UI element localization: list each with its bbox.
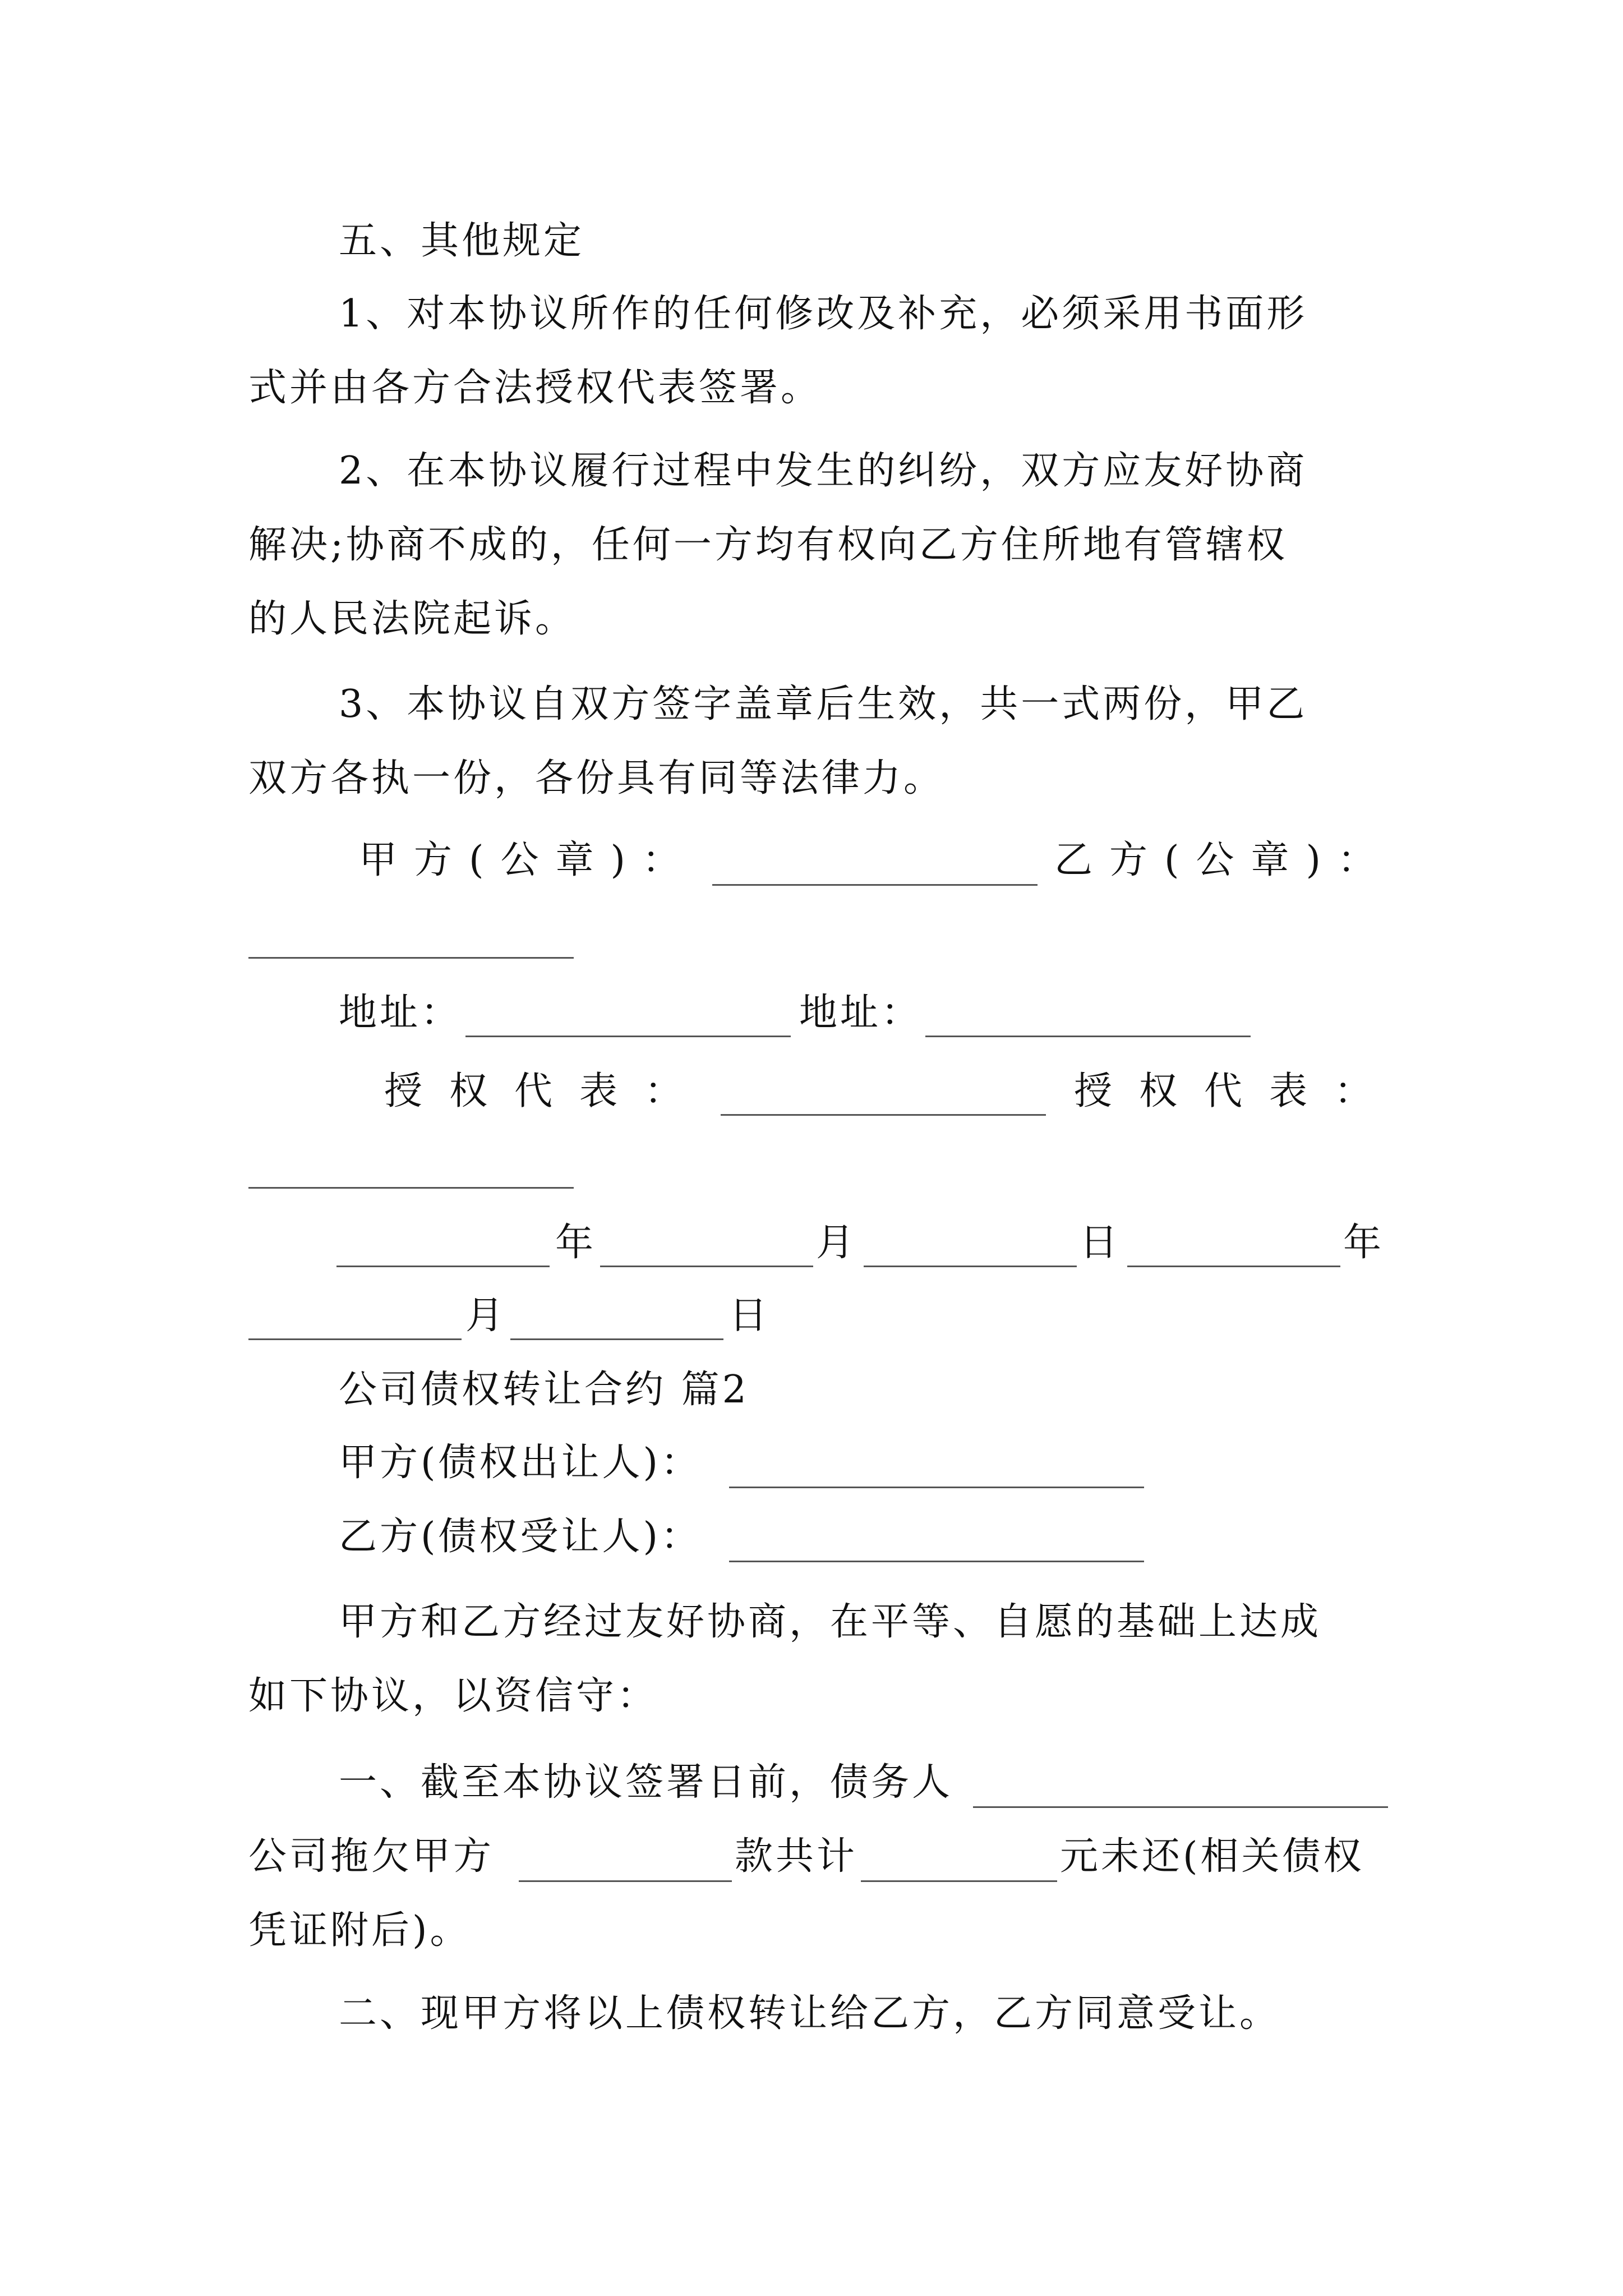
date-b-month-label: 月 — [465, 1294, 507, 1338]
rep-a-blank — [721, 1083, 1046, 1116]
section-heading: 五、其他规定 — [339, 219, 585, 263]
date-b-year-blank — [1127, 1234, 1340, 1267]
article-1-line-2c: 元未还(相关债权 — [1060, 1834, 1364, 1879]
article-1-line-2b: 款共计 — [735, 1834, 858, 1879]
rep-b-label: 授权代表： — [1074, 1069, 1400, 1114]
contract-2-title: 公司债权转让合约 篇2 — [339, 1368, 749, 1412]
date-a-day-blank — [864, 1234, 1077, 1267]
date-b-year-label: 年 — [1343, 1221, 1385, 1265]
date-a-month-label: 月 — [816, 1221, 857, 1265]
debtor-blank — [973, 1775, 1388, 1808]
article-1-line-2a: 公司拖欠甲方 — [248, 1834, 495, 1879]
article-1-line-1: 一、截至本协议签署日前，债务人 — [339, 1760, 953, 1805]
contract-2-intro-line-1: 甲方和乙方经过友好协商，在平等、自愿的基础上达成 — [339, 1600, 1322, 1644]
clause-2-line-2: 解决;协商不成的，任何一方均有权向乙方住所地有管辖权 — [248, 523, 1288, 567]
article-1-line-3: 凭证附后)。 — [248, 1908, 471, 1953]
contract-2-party-a-label: 甲方(债权出让人)： — [339, 1441, 702, 1485]
contract-2-party-b-blank — [729, 1529, 1144, 1562]
clause-1-line-2: 式并由各方合法授权代表签署。 — [248, 366, 822, 410]
contract-2-party-a-blank — [729, 1455, 1144, 1488]
clause-2-line-3: 的人民法院起诉。 — [248, 597, 577, 641]
clause-1-line-1: 1、对本协议所作的任何修改及补充，必须采用书面形 — [339, 292, 1308, 336]
date-a-month-blank — [600, 1234, 813, 1267]
amount-blank — [861, 1849, 1057, 1882]
date-a-day-label: 日 — [1080, 1221, 1121, 1265]
debt-type-blank — [519, 1849, 732, 1882]
date-a-year-blank — [336, 1234, 550, 1267]
address-a-label: 地址： — [339, 991, 462, 1035]
date-b-month-blank — [248, 1307, 462, 1340]
clause-2-line-1: 2、在本协议履行过程中发生的纠纷，双方应友好协商 — [339, 449, 1308, 493]
article-2-line-1: 二、现甲方将以上债权转让给乙方，乙方同意受让。 — [339, 1991, 1281, 2036]
date-b-day-label: 日 — [729, 1294, 771, 1338]
party-a-seal-blank — [712, 853, 1038, 886]
contract-2-party-b-label: 乙方(债权受让人)： — [339, 1515, 702, 1559]
address-b-label: 地址： — [799, 991, 923, 1035]
date-b-day-blank — [510, 1307, 723, 1340]
clause-3-line-2: 双方各执一份，各份具有同等法律力。 — [248, 756, 945, 800]
rep-b-blank — [248, 1156, 574, 1189]
rep-a-label: 授权代表： — [384, 1069, 710, 1114]
clause-3-line-1: 3、本协议自双方签字盖章后生效，共一式两份，甲乙 — [339, 682, 1308, 726]
address-a-blank — [465, 1004, 791, 1037]
party-b-seal-label: 乙方(公章)： — [1054, 838, 1393, 882]
date-a-year-label: 年 — [555, 1221, 597, 1265]
address-b-blank — [925, 1004, 1251, 1037]
party-a-seal-label: 甲方(公章)： — [359, 838, 698, 882]
party-b-seal-blank — [248, 926, 574, 959]
contract-2-intro-line-2: 如下协议，以资信守： — [248, 1674, 658, 1718]
